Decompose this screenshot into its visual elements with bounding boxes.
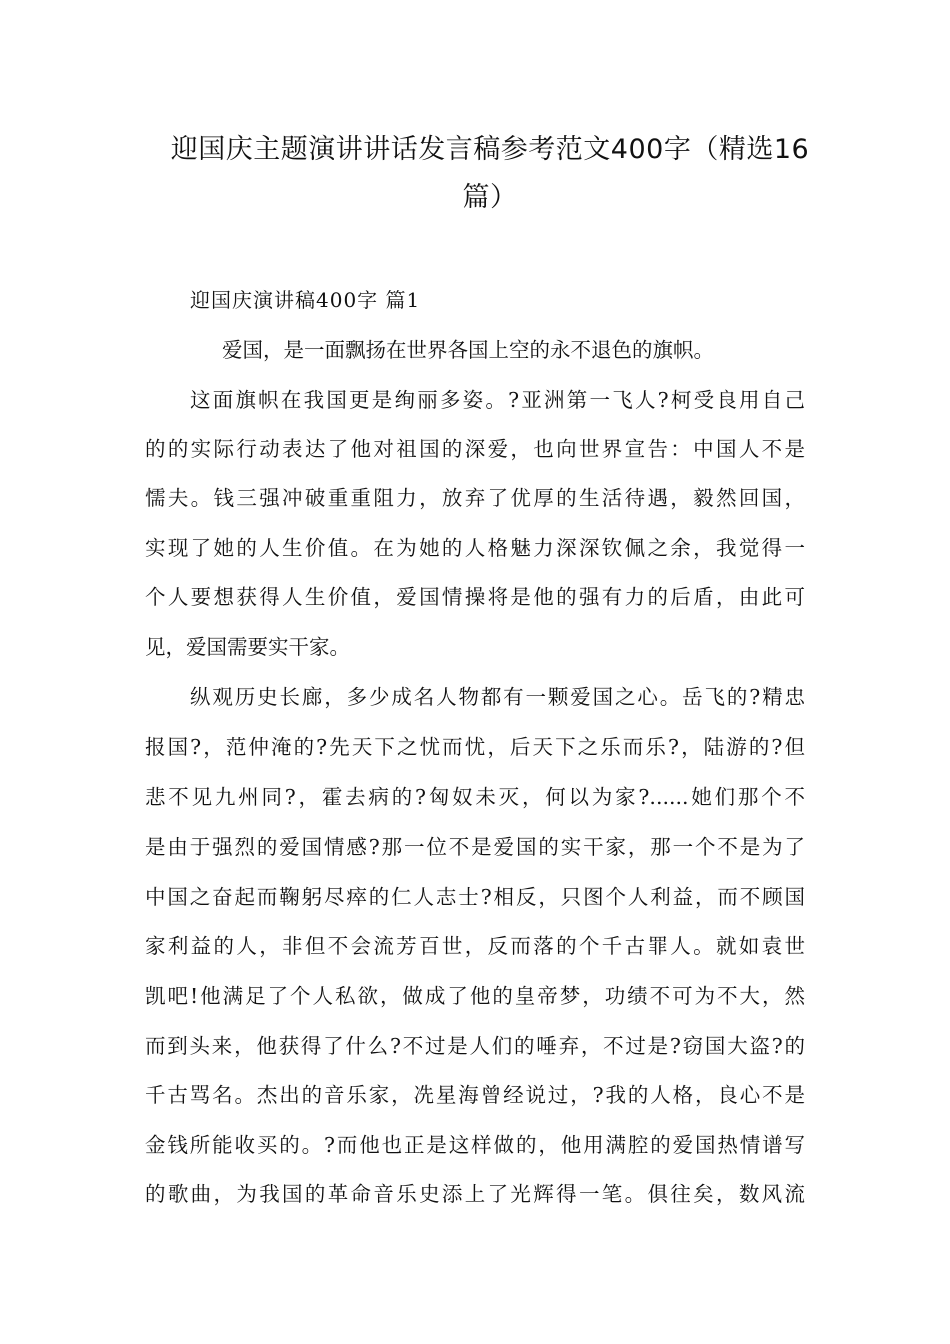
paragraph-line: 懦夫。钱三强冲破重重阻力，放弃了优厚的生活待遇，毅然回国， (145, 486, 805, 510)
paragraph-line: 报国?，范仲淹的?先天下之忧而忧，后天下之乐而乐?，陆游的?但 (145, 735, 805, 759)
document-title-line-2: 篇） (462, 182, 518, 213)
document-title (140, 126, 840, 222)
paragraph-line: 千古骂名。杰出的音乐家，冼星海曾经说过，?我的人格，良心不是 (145, 1083, 805, 1107)
paragraph-line: 是由于强烈的爱国情感?那一位不是爱国的实干家，那一个不是为了 (145, 835, 805, 859)
paragraph-line: 家利益的人，非但不会流芳百世，反而落的个千古罪人。就如袁世 (145, 934, 805, 958)
paragraph-line: 实现了她的人生价值。在为她的人格魅力深深钦佩之余，我觉得一 (145, 536, 805, 560)
paragraph-line: 而到头来，他获得了什么?不过是人们的唾弃，不过是?窃国大盗?的 (145, 1034, 805, 1058)
paragraph-line: 的歌曲，为我国的革命音乐史添上了光辉得一笔。俱往矣，数风流 (145, 1182, 805, 1206)
paragraph-line: 这面旗帜在我国更是绚丽多姿。?亚洲第一飞人?柯受良用自己 (190, 388, 805, 412)
paragraph-line: 中国之奋起而鞠躬尽瘁的仁人志士?相反，只图个人利益，而不顾国 (145, 885, 805, 909)
paragraph-line: 爱国，是一面飘扬在世界各国上空的永不退色的旗帜。 (222, 338, 714, 362)
paragraph-line: 见，爱国需要实干家。 (145, 635, 350, 659)
paragraph-line: 个人要想获得人生价值，爱国情操将是他的强有力的后盾，由此可 (145, 585, 805, 609)
paragraph-line: 凯吧!他满足了个人私欲，做成了他的皇帝梦，功绩不可为不大，然 (145, 984, 805, 1008)
paragraph-line: 悲不见九州同?，霍去病的?匈奴未灭，何以为家?......她们那个不 (145, 785, 805, 809)
section-heading: 迎国庆演讲稿400字 篇1 (190, 288, 421, 312)
document-title-line-1: 迎国庆主题演讲讲话发言稿参考范文400字（精选16 (170, 134, 810, 165)
paragraph-line: 金钱所能收买的。?而他也正是这样做的，他用满腔的爱国热情谱写 (145, 1133, 805, 1157)
paragraph-line: 纵观历史长廊，多少成名人物都有一颗爱国之心。岳飞的?精忠 (190, 685, 805, 709)
paragraph-line: 的的实际行动表达了他对祖国的深爱，也向世界宣告：中国人不是 (145, 437, 805, 461)
